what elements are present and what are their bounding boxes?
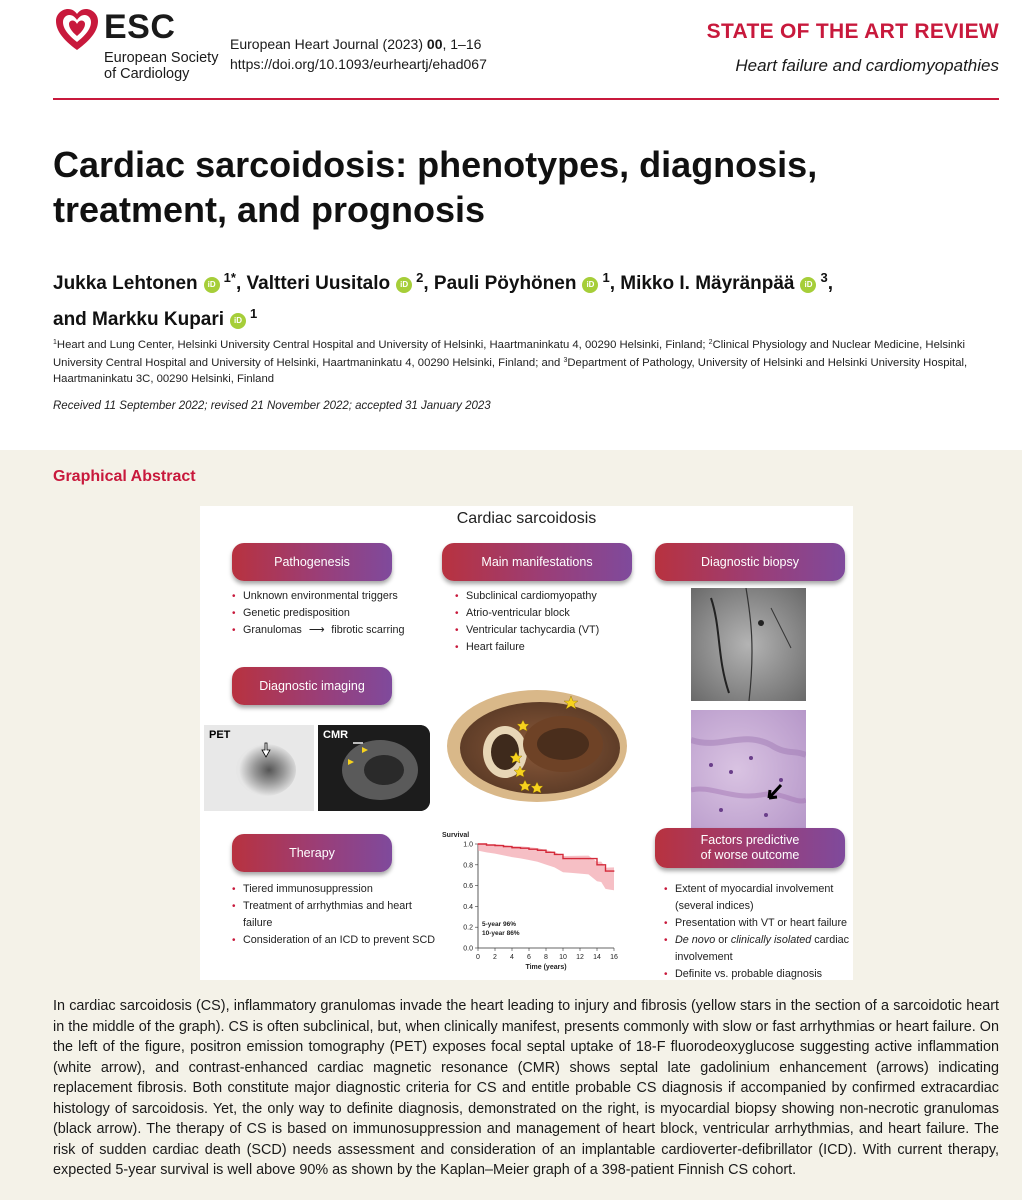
author: and Markku Kupari iD $^1$ (53, 306, 258, 330)
figure-caption: In cardiac sarcoidosis (CS), inflammatory granulomas invade the heart leading to injury and fibrosis (yellow stars in the section of a sarcoidotic heart in the middle of the graph). CS is often subclinical, but, when clinically manifest, presents commonly with slow or fast arrhythmias or heart failure. On the left of the figure, positron emission tomography (PET) exposes focal septal uptake of 18-F fluorodeoxyglucose suggesting active inflammation (white arrow), and contrast-enhanced cardiac magnetic resonance (CMR) shows septal late gadolinium enhancement (arrows) indicating replacement fibrosis. Both constitute major diagnostic criteria for CS and entitle probable CS diagnosis if accompanied by confirmed extracardiac histology of sarcoidosis. Yet, the only way to definite diagnosis, demonstrated on the right, is myocardial biopsy showing non-necrotic granulomas (black arrow). The therapy of CS is based on immunosuppression and management of heart block, ventricular arrhythmias, and heart failure. The risk of sudden cardiac death (SCD) needs assessment and consideration of an implantable cardioverter-defibrillator (ICD). With current therapy, expected 5-year survival is well above 90% as shown by the Kaplan–Meier graph of a 398-patient Finnish CS cohort. (53, 998, 999, 1178)
list-item: • Unknown environmental triggers (232, 588, 432, 605)
imaging-heading: Diagnostic imaging (232, 667, 392, 705)
arrow-right-icon: ⟶ (308, 624, 325, 636)
y-tick-label: 0.0 (463, 945, 473, 953)
orcid-icon[interactable]: iD (800, 277, 816, 293)
survival-point (520, 848, 521, 849)
chart-annotation: 10-year 86% (482, 930, 520, 937)
x-tick-label: 4 (510, 954, 514, 961)
list-item: • Genetic predisposition (232, 605, 432, 622)
survival-point (503, 846, 504, 847)
list-item: • Ventricular tachycardia (VT) (455, 622, 645, 639)
list-item: • Subclinical cardiomyopathy (455, 588, 645, 605)
article-title: Cardiac sarcoidosis: phenotypes, diagnosis, treatment, and prognosis (53, 144, 818, 230)
list-item: • Extent of myocardial involvement (several indices) (664, 881, 854, 915)
angiogram-icon (691, 588, 806, 701)
graphical-abstract-label: Graphical Abstract (53, 468, 196, 485)
orcid-icon[interactable]: iD (230, 313, 246, 329)
manifestations-list (455, 588, 645, 656)
survival-point (596, 864, 597, 865)
list-item: • Presentation with VT or heart failure (664, 915, 854, 932)
y-tick-label: 1.0 (463, 841, 473, 849)
esc-heart-logo-icon (54, 8, 100, 54)
survival-point (494, 845, 495, 846)
survival-point (609, 870, 610, 871)
x-tick-label: 14 (593, 954, 601, 961)
graphical-abstract-panel (0, 450, 1022, 1200)
author: Valtteri Uusitalo iD $^2$, (246, 270, 434, 294)
y-tick-label: 0.6 (463, 883, 473, 891)
biopsy-angiogram-image (691, 588, 806, 701)
biopsy-heading: Diagnostic biopsy (655, 543, 845, 581)
survival-point (554, 854, 555, 855)
list-item: • Granulomas ⟶ fibrotic scarring (232, 622, 432, 639)
journal-citation (230, 34, 487, 74)
pet-image (204, 725, 314, 811)
list-item: • Atrio-ventricular block (455, 605, 645, 622)
chart-annotation: 5-year 96% (482, 921, 516, 928)
survival-point (562, 858, 563, 859)
cmr-image (318, 725, 430, 811)
survival-point (511, 847, 512, 848)
y-tick-label: 0.4 (463, 903, 473, 911)
survival-point (477, 843, 478, 844)
y-tick-label: 0.8 (463, 862, 473, 870)
received-dates: Received 11 September 2022; revised 21 November 2022; accepted 31 January 2023 (53, 400, 491, 412)
doi-link[interactable]: https://doi.org/10.1093/eurheartj/ehad067 (230, 56, 487, 72)
affiliations: $^1$Heart and Lung Center, Helsinki University Central Hospital and University of Helsinki, Haartmaninkatu 4, 00290 Helsinki, Finland; $^2$Clinical Physiology and Nuclear Medicine, Helsinki University Central Hospital and University of Helsinki, Haartmaninkatu 4, 00290 Helsinki, Finland; and $^3$Department of Pathology, University of Helsinki and Helsinki University Hospital, Haartmaninkatu 3C, 00290 Helsinki, Finland (53, 339, 968, 385)
x-tick-label: 0 (476, 954, 480, 961)
list-item: • De novo or clinically isolated cardiac involvement (664, 932, 854, 966)
survival-point (579, 858, 580, 859)
graphical-abstract-figure (200, 506, 853, 980)
x-tick-label: 2 (493, 954, 497, 961)
survival-point (537, 850, 538, 851)
author: Jukka Lehtonen iD $^{1*}$, (53, 270, 247, 294)
kaplan-meier-chart (440, 828, 622, 980)
list-item: • Treatment of arrhythmias and heart failure (232, 898, 442, 932)
esc-society-name: European Society of Cardiology (104, 50, 219, 82)
orcid-icon[interactable]: iD (396, 277, 412, 293)
survival-point (486, 844, 487, 845)
survival-point (601, 864, 602, 865)
author: Mikko I. Mäyränpää iD $^3$, (620, 270, 833, 294)
factors-heading: Factors predictive of worse outcome (655, 828, 845, 868)
list-item: • Consideration of an ICD to prevent SCD (232, 932, 442, 949)
orcid-icon[interactable]: iD (582, 277, 598, 293)
pet-label: PET (209, 729, 231, 741)
page-header (0, 0, 1022, 98)
manifestations-heading: Main manifestations (442, 543, 632, 581)
biopsy-histology-image (691, 710, 806, 830)
journal-pages: , 1–16 (442, 36, 482, 52)
survival-point (528, 849, 529, 850)
x-tick-label: 16 (610, 954, 618, 961)
histology-icon (691, 710, 806, 830)
x-tick-label: 10 (559, 954, 567, 961)
heart-section-image (445, 684, 635, 814)
journal-name: European Heart Journal (2023) (230, 36, 424, 52)
survival-point (605, 870, 606, 871)
pathogenesis-heading: Pathogenesis (232, 543, 392, 581)
list-item: • Heart failure (455, 639, 645, 656)
pathogenesis-list (232, 588, 432, 639)
orcid-icon[interactable]: iD (204, 277, 220, 293)
header-divider (53, 98, 999, 100)
survival-point (613, 870, 614, 871)
survival-point (571, 858, 572, 859)
therapy-heading: Therapy (232, 834, 392, 872)
chart-title: Survival (442, 832, 470, 839)
x-tick-label: 12 (576, 954, 584, 961)
author-list (53, 263, 1003, 335)
x-axis-label: Time (years) (525, 964, 567, 971)
cmr-label: CMR (323, 729, 349, 741)
factors-list (664, 881, 854, 983)
x-tick-label: 6 (527, 954, 531, 961)
author: Pauli Pöyhönen iD $^1$, (433, 270, 621, 294)
article-type: STATE OF THE ART REVIEW (706, 20, 999, 43)
list-item: • Definite vs. probable diagnosis (664, 966, 854, 983)
y-tick-label: 0.2 (463, 924, 473, 932)
esc-brand: ESC (104, 8, 176, 46)
heart-section-icon (445, 684, 635, 814)
therapy-list (232, 881, 442, 949)
list-item: • Tiered immunosuppression (232, 881, 442, 898)
survival-point (545, 852, 546, 853)
journal-section: Heart failure and cardiomyopathies (735, 56, 999, 75)
journal-volume: 00 (426, 36, 443, 52)
figure-title: Cardiac sarcoidosis (456, 510, 597, 527)
survival-point (588, 858, 589, 859)
x-tick-label: 8 (544, 954, 548, 961)
